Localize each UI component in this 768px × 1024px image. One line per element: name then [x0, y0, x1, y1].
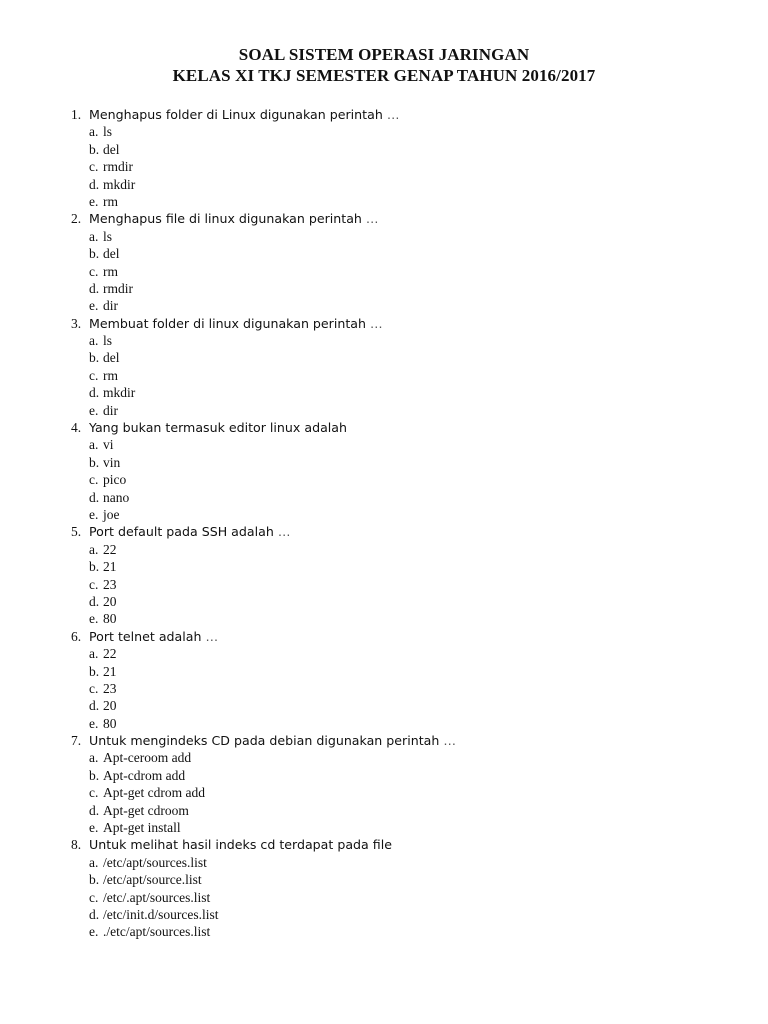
- option-text: rm: [103, 193, 118, 209]
- option-text: Apt-get cdrom add: [103, 785, 205, 801]
- option-text: del: [103, 350, 120, 366]
- answer-option: [71, 784, 731, 801]
- question-list: [71, 106, 731, 941]
- answer-option: [71, 454, 731, 471]
- answer-option: [71, 680, 731, 697]
- question-text: Port default pada SSH adalah: [89, 524, 274, 540]
- question-text: Membuat folder di linux digunakan perintah: [89, 315, 366, 331]
- option-label: b.: [89, 559, 100, 575]
- option-label: d.: [89, 802, 100, 818]
- option-label: b.: [89, 141, 100, 157]
- question-ellipsis: …: [273, 524, 291, 540]
- answer-option: [71, 663, 731, 680]
- question-number: 6.: [71, 628, 82, 644]
- option-text: /etc/apt/source.list: [103, 872, 202, 888]
- answer-option: [71, 854, 731, 871]
- option-label: b.: [89, 767, 100, 783]
- option-label: d.: [89, 593, 100, 609]
- answer-option: [71, 558, 731, 575]
- option-label: c.: [89, 889, 99, 905]
- option-text: 23: [103, 576, 117, 592]
- option-text: /etc/apt/sources.list: [103, 854, 207, 870]
- answer-option: [71, 697, 731, 714]
- option-text: mkdir: [103, 385, 136, 401]
- question-text-wrap: [89, 315, 383, 332]
- option-text: rmdir: [103, 280, 133, 296]
- option-label: c.: [89, 472, 99, 488]
- option-text: 21: [103, 663, 117, 679]
- option-text: vin: [103, 454, 121, 470]
- option-label: d.: [89, 280, 100, 296]
- question-text-wrap: [89, 628, 218, 645]
- option-label: c.: [89, 263, 99, 279]
- answer-option: [71, 871, 731, 888]
- question-text-wrap: [89, 523, 290, 540]
- option-text: mkdir: [103, 176, 136, 192]
- answer-option: [71, 245, 731, 262]
- option-text: rm: [103, 367, 118, 383]
- answer-option: [71, 228, 731, 245]
- option-text: 22: [103, 646, 117, 662]
- option-text: joe: [103, 506, 120, 522]
- option-label: b.: [89, 246, 100, 262]
- answer-option: [71, 645, 731, 662]
- question-number: 1.: [71, 107, 82, 122]
- question-number: 8.: [71, 837, 82, 853]
- answer-option: [71, 610, 731, 627]
- answer-option: [71, 349, 731, 366]
- document-title: SOAL SISTEM OPERASI JARINGAN: [238, 45, 530, 64]
- option-label: a.: [89, 124, 99, 140]
- answer-option: [71, 767, 731, 784]
- option-text: ls: [103, 228, 113, 244]
- question-number: 7.: [71, 733, 82, 749]
- question-text: Menghapus file di linux digunakan perintah: [89, 211, 362, 227]
- answer-option: [71, 158, 731, 175]
- answer-option: [71, 889, 731, 906]
- option-label: e.: [89, 298, 99, 314]
- option-label: a.: [89, 541, 99, 557]
- option-label: e.: [89, 506, 99, 522]
- option-label: c.: [89, 785, 99, 801]
- answer-option: [71, 193, 731, 210]
- option-text: 20: [103, 698, 117, 714]
- question-item: [71, 106, 731, 123]
- document-subtitle: KELAS XI TKJ SEMESTER GENAP TAHUN 2016/2017: [172, 66, 596, 85]
- option-label: a.: [89, 333, 99, 349]
- question-text-wrap: [89, 836, 392, 853]
- answer-option: [71, 715, 731, 732]
- option-text: del: [103, 246, 120, 262]
- option-text: 21: [103, 559, 117, 575]
- answer-option: [71, 436, 731, 453]
- question-ellipsis: …: [361, 211, 379, 227]
- option-text: ./etc/apt/sources.list: [103, 924, 211, 940]
- question-number: 2.: [71, 211, 82, 227]
- option-text: nano: [103, 489, 130, 505]
- question-text-wrap: [89, 210, 379, 227]
- question-item: [71, 836, 731, 853]
- option-text: 80: [103, 611, 117, 627]
- answer-option: [71, 541, 731, 558]
- option-text: /etc/.apt/sources.list: [103, 889, 211, 905]
- option-text: del: [103, 141, 120, 157]
- option-text: Apt-ceroom add: [103, 750, 192, 766]
- option-label: e.: [89, 820, 99, 836]
- question-text: Untuk melihat hasil indeks cd terdapat pada file: [89, 837, 392, 853]
- option-label: e.: [89, 924, 99, 940]
- option-label: c.: [89, 680, 99, 696]
- option-label: d.: [89, 176, 100, 192]
- answer-option: [71, 593, 731, 610]
- answer-option: [71, 384, 731, 401]
- answer-option: [71, 367, 731, 384]
- question-text: Menghapus folder di Linux digunakan perintah: [89, 107, 383, 122]
- option-label: c.: [89, 159, 99, 175]
- option-label: d.: [89, 489, 100, 505]
- option-label: a.: [89, 646, 99, 662]
- option-text: rm: [103, 263, 118, 279]
- question-item: [71, 315, 731, 332]
- answer-option: [71, 471, 731, 488]
- answer-option: [71, 123, 731, 140]
- answer-option: [71, 332, 731, 349]
- option-label: a.: [89, 228, 99, 244]
- option-text: ls: [103, 124, 113, 140]
- option-text: Apt-get cdroom: [103, 802, 189, 818]
- option-text: 80: [103, 715, 117, 731]
- option-label: e.: [89, 715, 99, 731]
- option-text: vi: [103, 437, 114, 453]
- option-label: a.: [89, 750, 99, 766]
- option-text: ls: [103, 333, 113, 349]
- option-label: b.: [89, 350, 100, 366]
- option-text: rmdir: [103, 159, 133, 175]
- option-text: Apt-cdrom add: [103, 767, 186, 783]
- answer-option: [71, 176, 731, 193]
- option-text: 20: [103, 593, 117, 609]
- answer-option: [71, 819, 731, 836]
- question-text-wrap: [89, 732, 456, 749]
- question-text: Yang bukan termasuk editor linux adalah: [89, 420, 347, 436]
- question-number: 3.: [71, 315, 82, 331]
- answer-option: [71, 280, 731, 297]
- option-label: d.: [89, 385, 100, 401]
- question-item: [71, 210, 731, 227]
- option-label: c.: [89, 576, 99, 592]
- question-ellipsis: …: [439, 733, 456, 749]
- question-item: [71, 628, 731, 645]
- option-label: a.: [89, 437, 99, 453]
- answer-option: [71, 923, 731, 940]
- answer-option: [71, 141, 731, 158]
- answer-option: [71, 749, 731, 766]
- option-label: a.: [89, 854, 99, 870]
- answer-option: [71, 263, 731, 280]
- question-text-wrap: [89, 419, 347, 436]
- option-label: b.: [89, 663, 100, 679]
- option-label: d.: [89, 698, 100, 714]
- question-item: [71, 523, 731, 540]
- question-ellipsis: …: [365, 315, 383, 331]
- answer-option: [71, 402, 731, 419]
- answer-option: [71, 576, 731, 593]
- answer-option: [71, 297, 731, 314]
- option-text: pico: [103, 472, 127, 488]
- question-text-wrap: [89, 106, 399, 123]
- question-ellipsis: …: [201, 628, 219, 644]
- option-text: 23: [103, 680, 117, 696]
- option-label: e.: [89, 193, 99, 209]
- option-label: e.: [89, 402, 99, 418]
- option-label: c.: [89, 367, 99, 383]
- option-label: e.: [89, 611, 99, 627]
- option-text: Apt-get install: [103, 820, 181, 836]
- option-text: dir: [103, 402, 118, 418]
- option-label: d.: [89, 906, 100, 922]
- option-label: b.: [89, 454, 100, 470]
- answer-option: [71, 802, 731, 819]
- option-text: dir: [103, 298, 118, 314]
- question-item: [71, 732, 731, 749]
- answer-option: [71, 906, 731, 923]
- question-item: [71, 419, 731, 436]
- question-text: Untuk mengindeks CD pada debian digunakan perintah: [89, 733, 440, 749]
- question-number: 4.: [71, 420, 82, 436]
- answer-option: [71, 489, 731, 506]
- question-text: Port telnet adalah: [89, 628, 202, 644]
- option-text: 22: [103, 541, 117, 557]
- option-label: b.: [89, 872, 100, 888]
- question-number: 5.: [71, 524, 82, 540]
- answer-option: [71, 506, 731, 523]
- question-ellipsis: …: [382, 107, 400, 122]
- option-text: /etc/init.d/sources.list: [103, 906, 219, 922]
